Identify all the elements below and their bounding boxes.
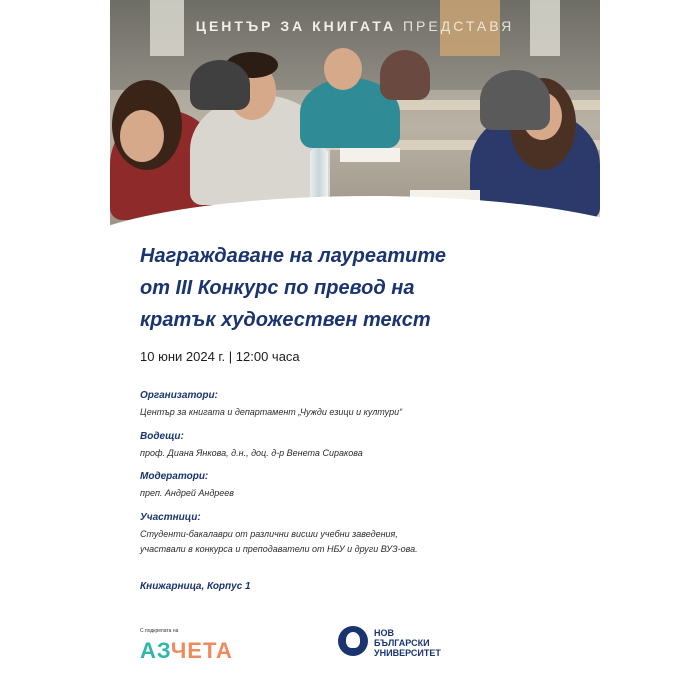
photo-water-bottle: [310, 148, 328, 200]
header-verb: ПРЕДСТАВЯ: [402, 18, 515, 34]
azcheta-logo-part: АЗ: [140, 638, 171, 663]
nbu-name: [374, 628, 441, 658]
nbu-emblem-icon: [338, 626, 368, 656]
organizers-text: Център за книгата и департамент „Чужди езици и култури“: [140, 407, 403, 417]
event-title: [140, 240, 570, 336]
moderators-label: Модератори:: [140, 471, 209, 482]
moderators-text: преп. Андрей Андреев: [140, 488, 235, 498]
organizers-section: [140, 390, 580, 420]
photo-student: [380, 50, 430, 100]
photo-student-face: [120, 110, 164, 162]
moderators-section: [140, 471, 580, 501]
event-title-line: кратък художествен текст: [140, 309, 431, 331]
event-venue: Книжарница, Корпус 1: [140, 581, 251, 592]
participants-text-line: Студенти-бакалаври от различни висши учебни заведения,: [140, 529, 398, 539]
participants-text: [140, 527, 580, 557]
azcheta-logo-part: ЧЕТА: [170, 638, 233, 663]
participants-label: Участници:: [140, 512, 201, 523]
event-title-line: от III Конкурс по превод на: [140, 277, 415, 299]
photo-student: [190, 60, 250, 110]
poster-header: [110, 18, 600, 34]
azcheta-logo: [140, 638, 233, 664]
nbu-name-line: НОВ: [374, 628, 394, 638]
hosts-text: проф. Диана Янкова, д.н., доц. д-р Венета Сиракова: [140, 448, 363, 458]
event-title-line: Награждаване на лауреатите: [140, 245, 447, 267]
nbu-name-line: УНИВЕРСИТЕТ: [374, 648, 441, 658]
organizers-label: Организатори:: [140, 390, 218, 401]
photo-student-face: [324, 48, 362, 90]
photo-student: [480, 70, 550, 130]
hosts-section: [140, 431, 580, 461]
participants-section: [140, 512, 580, 557]
hosts-label: Водещи:: [140, 431, 184, 442]
event-datetime: 10 юни 2024 г. | 12:00 часа: [140, 349, 300, 364]
participants-text-line: участвали в конкурса и преподаватели от НБУ и други ВУЗ-ова.: [140, 544, 418, 554]
event-poster: [110, 0, 600, 700]
nbu-name-line: БЪЛГАРСКИ: [374, 638, 430, 648]
photo-paper: [340, 148, 400, 162]
header-organization: ЦЕНТЪР ЗА КНИГАТА: [195, 18, 397, 34]
partner-note: С подкрепата на: [140, 628, 179, 634]
